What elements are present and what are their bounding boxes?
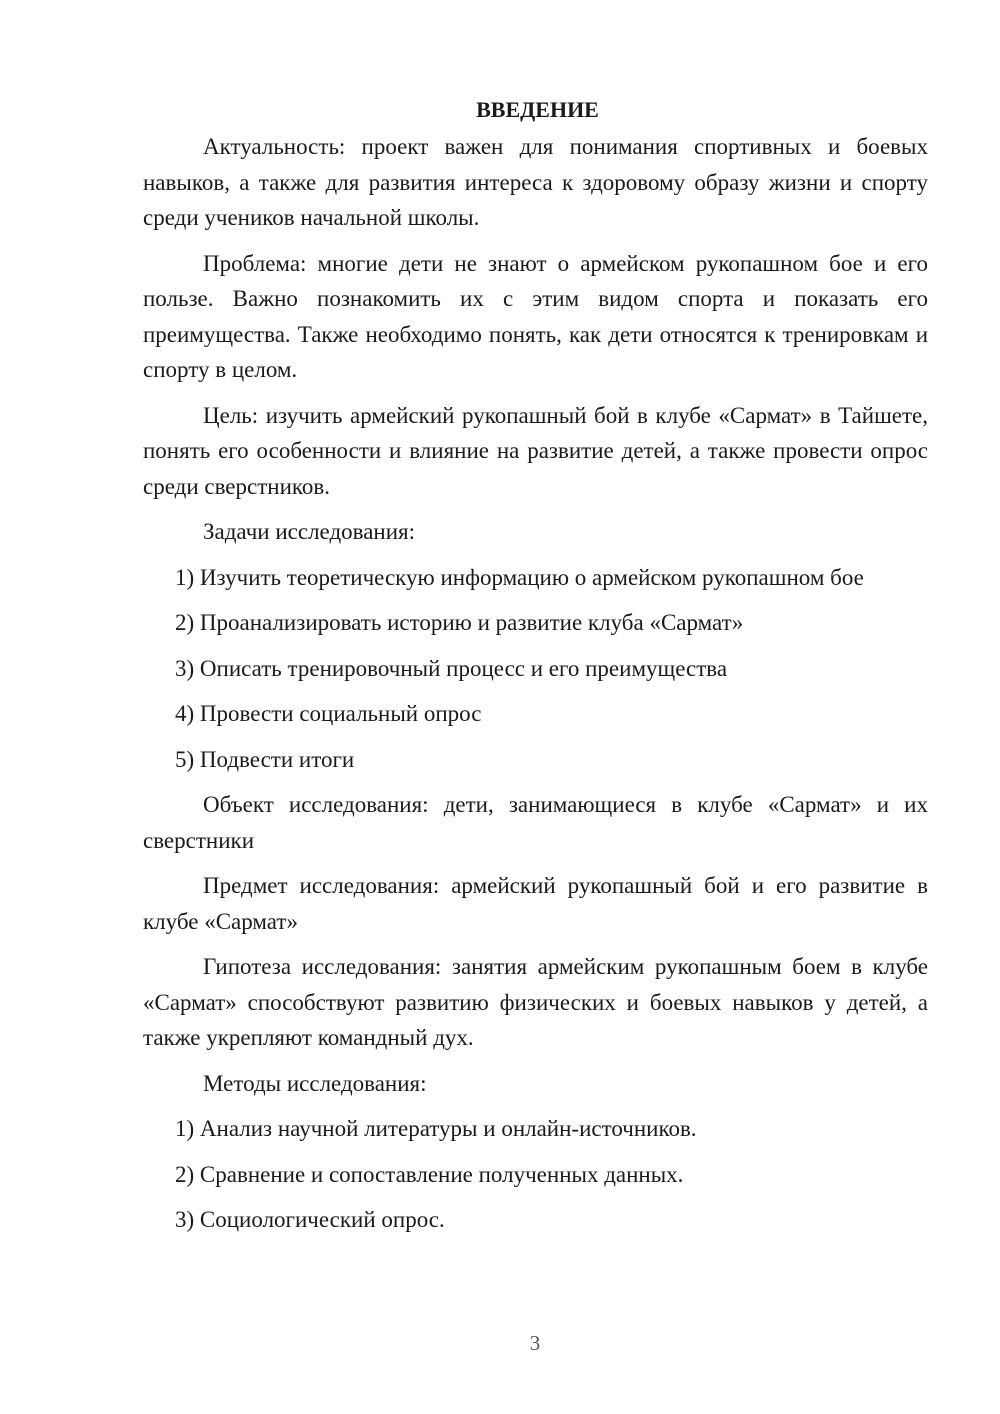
methods-list [143,1111,928,1238]
list-item: 3) Социологический опрос. [175,1207,445,1232]
tasks-title: Задачи исследования: [203,519,416,544]
list-item: 3) Описать тренировочный процесс и его преимущества [175,655,728,681]
relevance-paragraph: Актуальность: проект важен для понимания спортивных и боевых навыков, а также для развития интереса к здоровому образу жизни и спорту среди учеников начальной школы. [143,134,928,230]
methods-title: Методы исследования: [203,1070,427,1096]
list-item: 4) Провести социальный опрос [175,701,482,726]
list-item: 1) Изучить теоретическую информацию о армейском рукопашном бое [175,564,864,590]
list-item: 5) Подвести итоги [175,746,355,772]
page-number: 3 [529,1331,541,1355]
page-content [143,92,928,1248]
goal-paragraph: Цель: изучить армейский рукопашный бой в клубе «Сармат» в Тайшете, понять его особенности и влияние на развитие детей, а также провести опрос среди сверстников. [143,402,928,499]
object-paragraph: Объект исследования: дети, занимающиеся в клубе «Сармат» и их сверстники [143,792,928,853]
list-item: 2) Проанализировать историю и развитие клуба «Сармат» [175,610,744,635]
list-item: 2) Сравнение и сопоставление полученных данных. [175,1161,684,1187]
tasks-list [143,560,928,778]
section-heading: ВВЕДЕНИЕ [476,97,599,122]
list-item: 1) Анализ научной литературы и онлайн-источников. [175,1116,697,1141]
hypothesis-paragraph: Гипотеза исследования: занятия армейским рукопашным боем в клубе «Сармат» способствуют развитию физических и боевых навыков у детей, а также укрепляют командный дух. [143,954,928,1050]
subject-paragraph: Предмет исследования: армейский рукопашный бой и его развитие в клубе «Сармат» [143,873,928,934]
problem-paragraph: Проблема: многие дети не знают о армейском рукопашном бое и его пользе. Важно познакомить их с этим видом спорта и показать его преимущества. Также необходимо понять, как дети относятся к тренировкам и спорту в целом. [143,250,928,382]
